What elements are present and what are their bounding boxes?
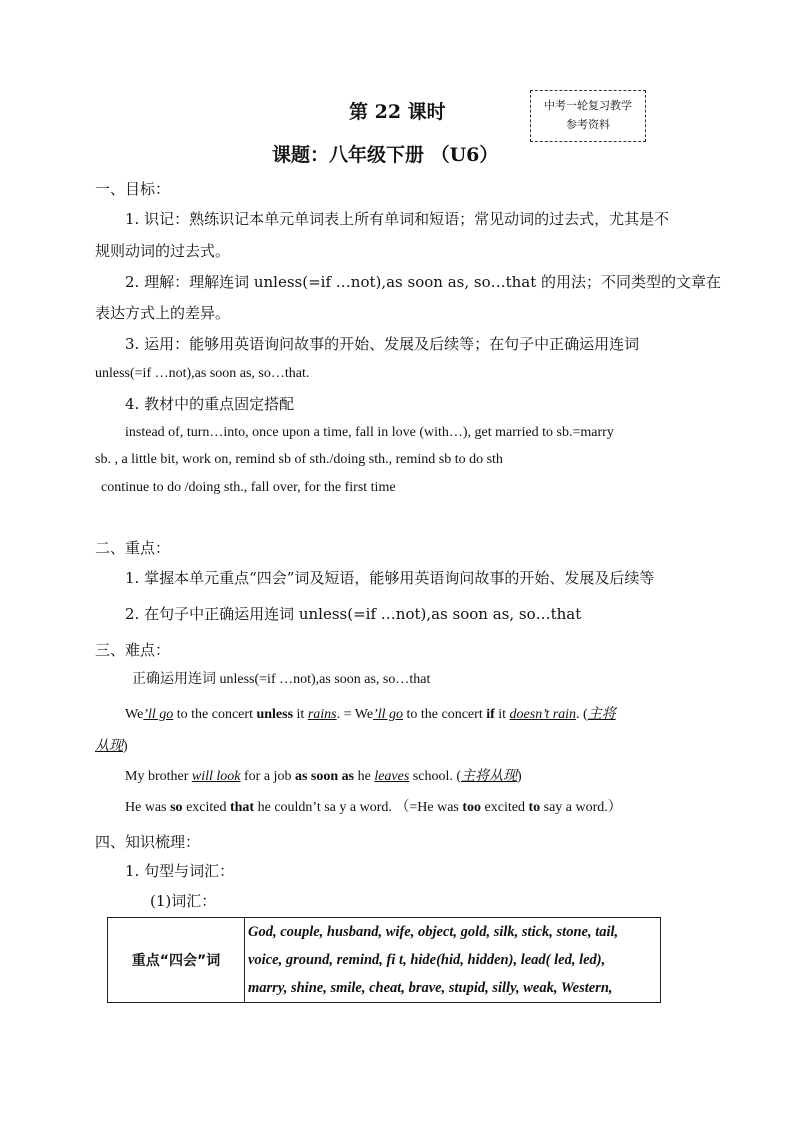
ex2-as-soon-as: as soon as (294, 769, 355, 784)
vocab-line-3: marry, shine, smile, cheat, brave, stupid, silly, weak, Western, (248, 980, 613, 996)
goal-3-line-1: 3. 运用：能够用英语询问故事的开始、发展及后续等；在句子中正确运用连词 (125, 335, 640, 353)
ex1-it: it (293, 707, 308, 722)
ex1-if: if (486, 707, 495, 722)
goal-3-line-2: unless(=if …not),as soon as, so…that. (95, 366, 310, 381)
vocab-line-2: voice, ground, remind, fi t, hide(hid, hidden), lead( led, led), (248, 952, 606, 968)
vocab-table (107, 917, 661, 1003)
subsection-vocab: (1)词汇： (150, 892, 217, 910)
vocab-table-label: 重点“四会”词 (108, 918, 245, 1003)
ex1-it-2: it (494, 707, 510, 722)
goal-4: 4. 教材中的重点固定搭配 (125, 395, 295, 413)
phrases-line-3: continue to do /doing sth., fall over, for the first time (101, 480, 396, 495)
section-knowledge-heading: 四、知识梳理： (95, 833, 201, 851)
goal-2-line-2: 表达方式上的差异。 (95, 304, 231, 322)
ex2-close: ) (517, 769, 522, 784)
ex3-excited-2: excited (481, 800, 529, 815)
example-2 (125, 765, 522, 785)
difficulty-intro: 正确运用连词 unless(=if …not),as soon as, so…that (132, 672, 431, 687)
ex1-to-concert-2: to the concert (403, 707, 487, 722)
ex2-tag: 主将从现 (461, 768, 518, 784)
subsection-patterns-vocab: 1. 句型与词汇： (125, 862, 235, 880)
ex3-end: say a word.） (540, 800, 622, 815)
ex1-will-go-2: ’ll go (373, 707, 404, 722)
example-3 (125, 796, 622, 816)
table-row (108, 918, 661, 1003)
ex1-to-concert: to the concert (173, 707, 257, 722)
phrases-line-2: sb. , a little bit, work on, remind sb of sth./doing sth., remind sb to do sth (95, 452, 503, 467)
ex2-school: school. ( (409, 769, 462, 784)
example-1-line-2 (95, 735, 128, 755)
ex3-so: so (170, 800, 183, 815)
ex2-for-job: for a job (240, 769, 295, 784)
ex1-unless: unless (256, 707, 294, 722)
example-1-line-1 (125, 703, 616, 723)
ex1-rains: rains (307, 707, 337, 722)
ex2-my-brother: My brother (125, 769, 192, 784)
lesson-number: 第 22 课时 (349, 101, 446, 123)
stamp-line-2: 参考资料 (566, 118, 610, 131)
vocab-line-1: God, couple, husband, wife, object, gold, silk, stick, stone, tail, (248, 924, 619, 940)
section-goals-heading: 一、目标： (95, 180, 171, 198)
ex1-we: We (125, 707, 144, 722)
ex1-tag-part-2: 从现 (95, 738, 123, 754)
goal-1-line-2: 规则动词的过去式。 (95, 242, 231, 260)
ex1-paren-open: . ( (576, 707, 588, 722)
ex2-he: he (354, 769, 375, 784)
goal-2-line-1: 2. 理解：理解连词 unless(=if …not),as soon as, so…that 的用法；不同类型的文章在 (125, 273, 722, 291)
stamp-line-1: 中考一轮复习教学 (544, 99, 632, 112)
vocab-table-words (245, 918, 661, 1003)
ex2-leaves: leaves (374, 769, 410, 784)
phrases-line-1: instead of, turn…into, once upon a time, fall in love (with…), get married to sb.=marry (125, 425, 614, 440)
reference-stamp (530, 90, 646, 142)
key-point-1: 1. 掌握本单元重点“四会”词及短语，能够用英语询问故事的开始、发展及后续等 (125, 569, 655, 587)
section-difficulties-heading: 三、难点： (95, 641, 171, 659)
lesson-topic: 课题：八年级下册 （U6） (272, 144, 499, 166)
ex3-rest: he couldn’t sa y a word. （=He was (254, 800, 463, 815)
ex1-will-go: ’ll go (143, 707, 174, 722)
ex1-equals-we: . = We (336, 707, 374, 722)
ex2-will-look: will look (191, 769, 241, 784)
ex3-too: too (462, 800, 482, 815)
section-key-points-heading: 二、重点： (95, 539, 171, 557)
ex3-to: to (528, 800, 541, 815)
ex1-tag-part-1: 主将 (587, 706, 616, 722)
ex1-paren-close: ) (123, 739, 128, 754)
ex3-excited: excited (182, 800, 230, 815)
ex3-that: that (229, 800, 255, 815)
ex1-doesnt-rain: doesn’t rain (509, 707, 577, 722)
key-point-2: 2. 在句子中正确运用连词 unless(=if …not),as soon as, so…that (125, 605, 582, 623)
ex3-he-was: He was (125, 800, 171, 815)
goal-1-line-1: 1. 识记：熟练识记本单元单词表上所有单词和短语；常见动词的过去式，尤其是不 (125, 210, 670, 228)
